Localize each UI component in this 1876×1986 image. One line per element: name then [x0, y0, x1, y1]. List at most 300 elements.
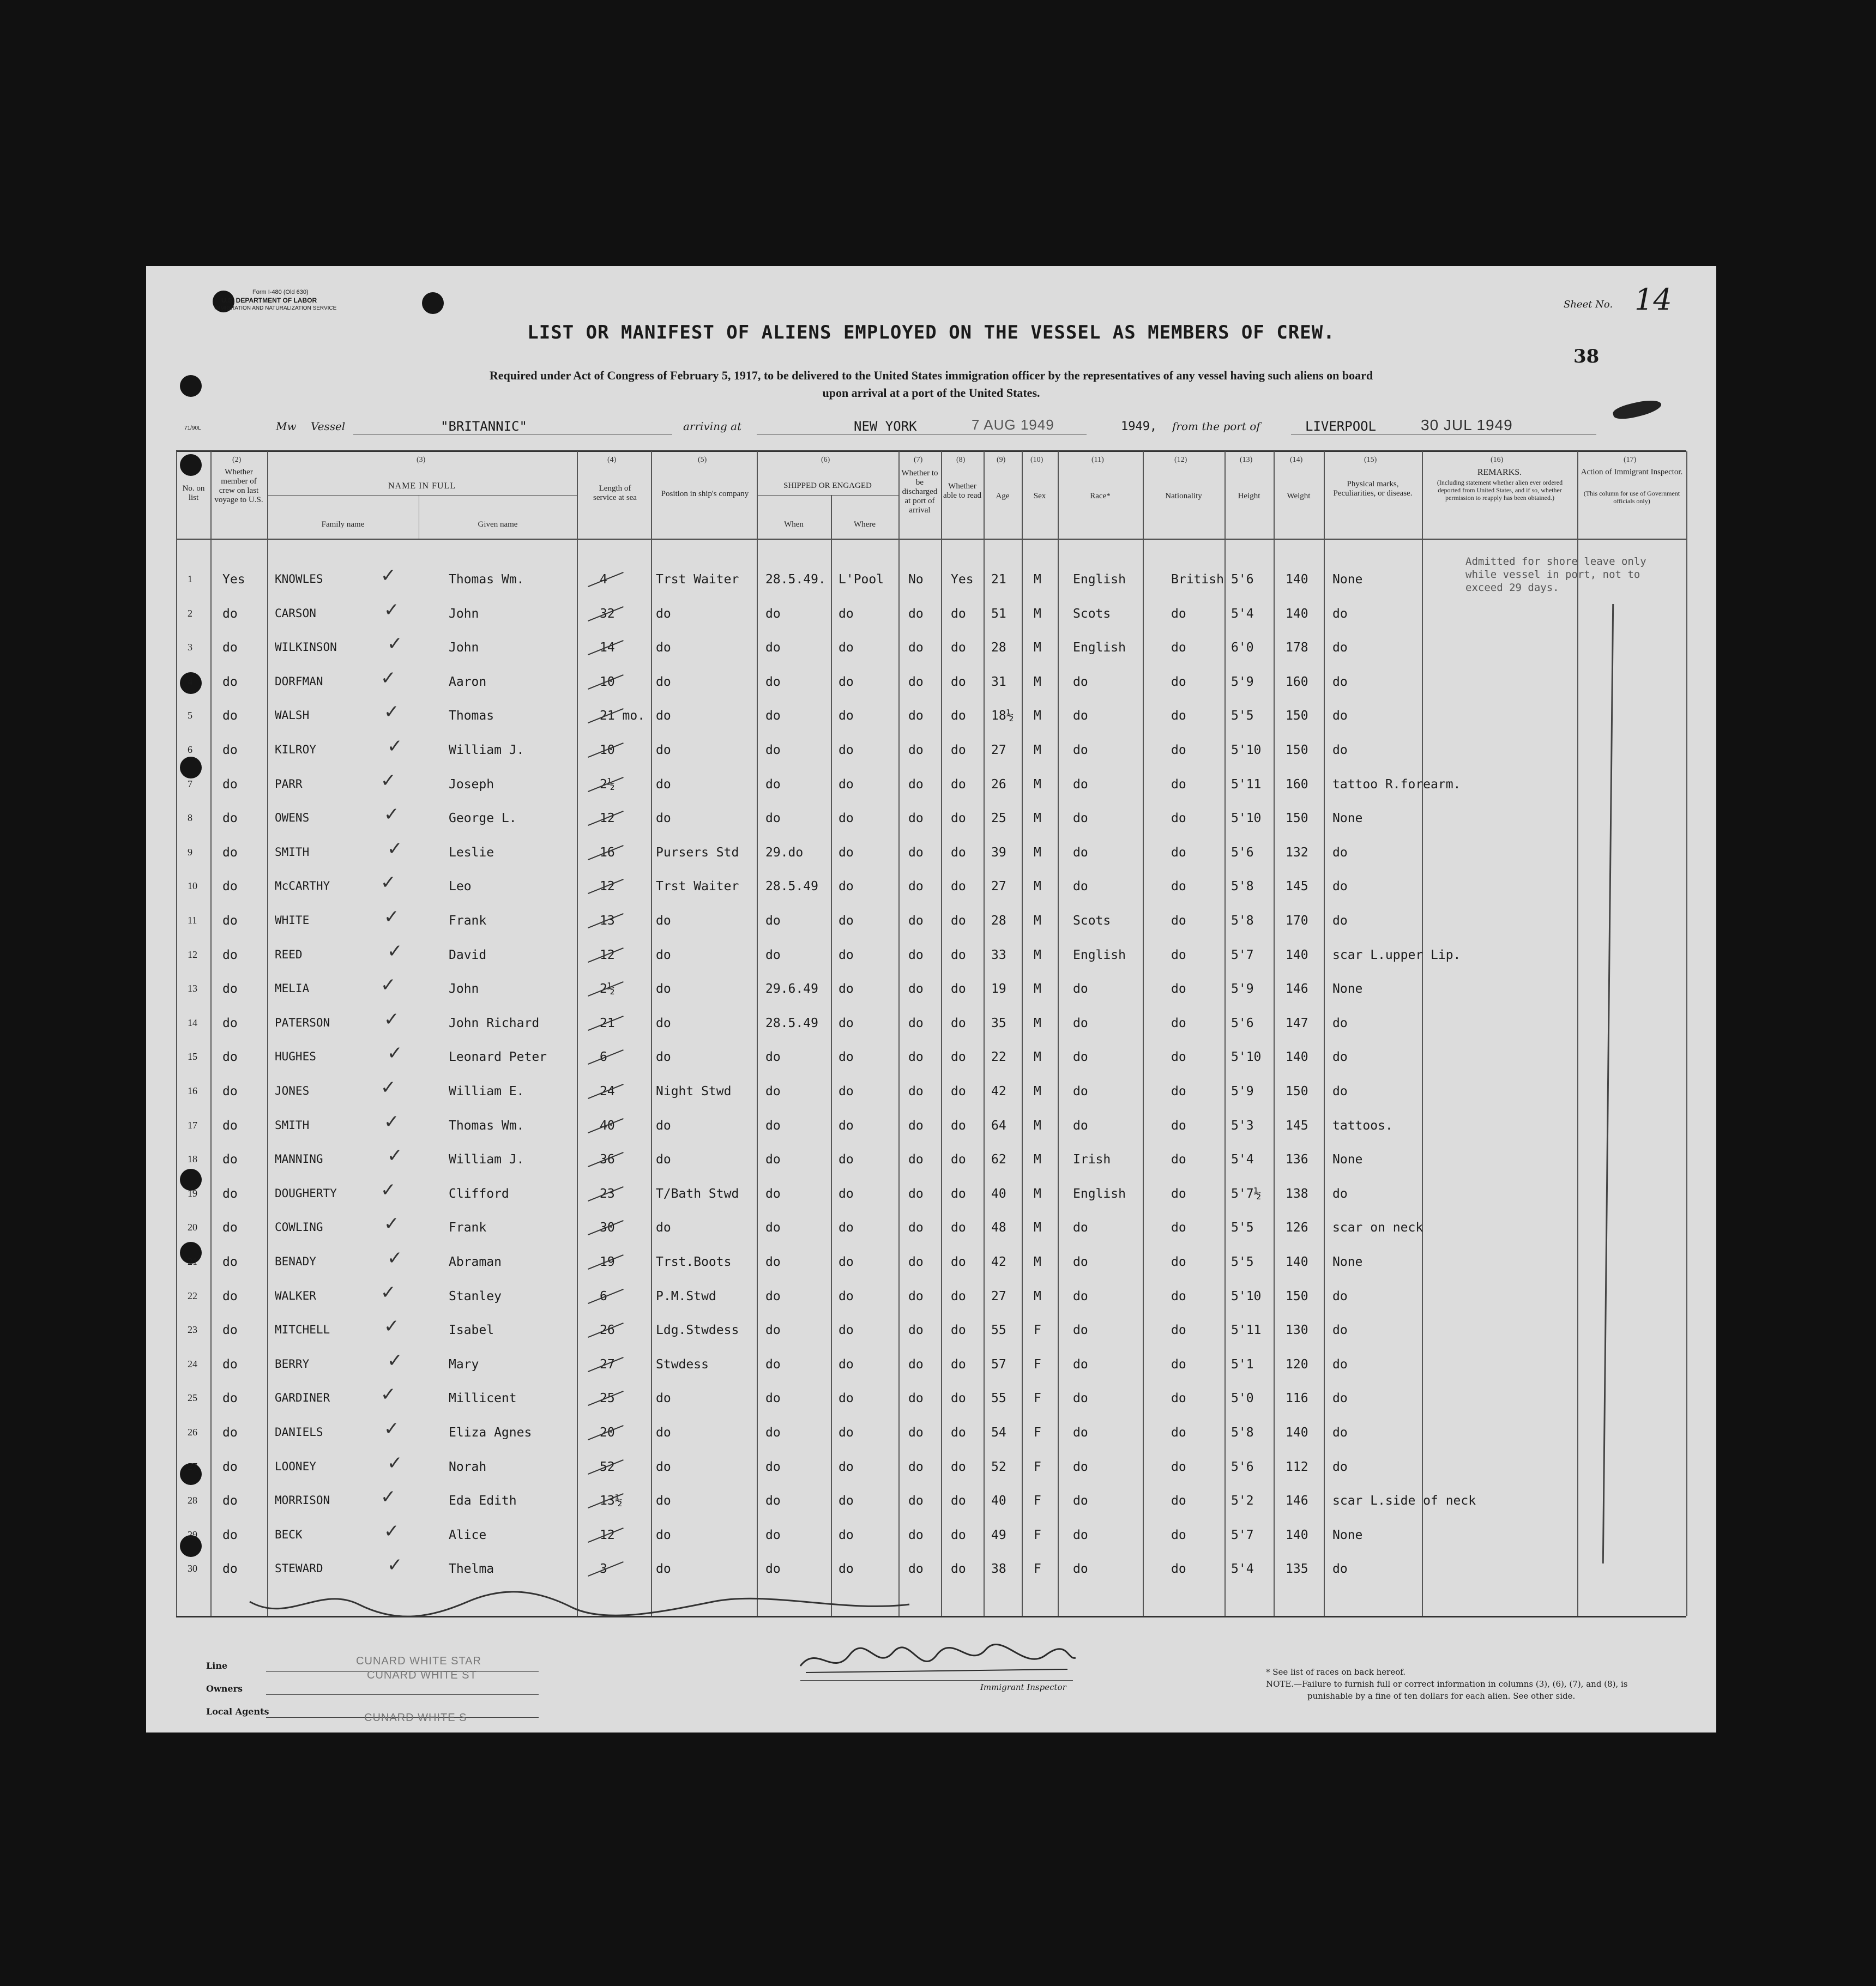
race-cell: do [1073, 1289, 1088, 1303]
check-mark-icon: ✓ [387, 735, 403, 757]
height-cell: 5'9 [1231, 675, 1254, 689]
shipped-when-cell: do [765, 1152, 781, 1167]
discharge-cell: do [908, 1323, 924, 1337]
shipped-when-cell: do [765, 1357, 781, 1372]
discharge-cell: do [908, 743, 924, 757]
discharge-cell: No [908, 572, 924, 587]
sex-cell: F [1034, 1426, 1041, 1440]
sex-cell: M [1034, 811, 1041, 825]
given-name-cell: Clifford [449, 1187, 509, 1201]
physical-marks-cell: do [1332, 1187, 1348, 1201]
position-cell: do [656, 1562, 671, 1576]
weight-cell: 130 [1286, 1323, 1308, 1337]
family-name-cell: STEWARD [275, 1562, 323, 1575]
check-mark-icon: ✓ [384, 804, 400, 825]
column-line [898, 451, 900, 1616]
position-cell: Ldg.Stwdess [656, 1323, 739, 1337]
service-length-cell: 32 [600, 607, 615, 621]
family-name-cell: DANIELS [275, 1426, 323, 1439]
row-number: 1 [188, 574, 192, 584]
family-name-cell: KNOWLES [275, 572, 323, 585]
sex-cell: M [1034, 709, 1041, 723]
given-name-cell: Norah [449, 1460, 487, 1474]
able-to-read-cell: do [951, 1426, 966, 1440]
able-to-read-cell: do [951, 914, 966, 928]
physical-marks-cell: do [1332, 709, 1348, 723]
row-number: 29 [188, 1529, 197, 1540]
family-name-cell: WALKER [275, 1289, 316, 1302]
shipped-when-cell: do [765, 1562, 781, 1576]
header-shipped-engaged: SHIPPED OR ENGAGED [783, 481, 872, 490]
position-cell: Night Stwd [656, 1084, 732, 1098]
shipped-subheader-rule [757, 495, 898, 496]
position-cell: P.M.Stwd [656, 1289, 716, 1303]
age-cell: 38 [991, 1562, 1006, 1576]
service-length-cell: 23 [600, 1187, 615, 1201]
able-to-read-cell: do [951, 1562, 966, 1576]
shipped-when-cell: do [765, 1187, 781, 1201]
physical-marks-cell: do [1332, 1289, 1348, 1303]
crew-member-cell: do [222, 607, 238, 621]
row-number: 22 [188, 1290, 197, 1301]
height-cell: 5'5 [1231, 709, 1254, 723]
shipped-when-cell: 29.6.49 [765, 982, 818, 996]
shipped-where-cell: do [839, 1391, 854, 1405]
shipped-where-cell: L'Pool [839, 572, 884, 587]
crew-member-cell: do [222, 1357, 238, 1372]
sex-cell: M [1034, 1289, 1041, 1303]
crew-member-cell: do [222, 914, 238, 928]
column-number: (11) [1091, 456, 1104, 464]
discharge-cell: do [908, 1289, 924, 1303]
service-length-cell: 10 [600, 675, 615, 689]
sheet-number: 14 [1634, 282, 1672, 317]
page-number: 38 [1573, 346, 1600, 367]
discharge-cell: do [908, 948, 924, 962]
service-length-cell: 36 [600, 1152, 615, 1167]
height-cell: 5'5 [1231, 1255, 1254, 1269]
weight-cell: 138 [1286, 1187, 1308, 1201]
weight-cell: 112 [1286, 1460, 1308, 1474]
column-number: (14) [1290, 456, 1303, 464]
crew-member-cell: do [222, 879, 238, 894]
header-race: Race* [1090, 492, 1111, 500]
position-cell: Trst.Boots [656, 1255, 732, 1269]
physical-marks-cell: scar L.side of neck [1332, 1494, 1476, 1508]
family-name-cell: SMITH [275, 846, 310, 859]
service-length-cell: 20 [600, 1426, 615, 1440]
service-length-cell: 3 [600, 1562, 607, 1576]
height-cell: 5'8 [1231, 1426, 1254, 1440]
crew-member-cell: do [222, 1152, 238, 1167]
crew-member-cell: do [222, 948, 238, 962]
shipped-when-cell: do [765, 1426, 781, 1440]
given-name-cell: Isabel [449, 1323, 494, 1337]
discharge-cell: do [908, 1391, 924, 1405]
weight-cell: 140 [1286, 607, 1308, 621]
crew-member-cell: do [222, 1016, 238, 1030]
race-cell: Scots [1073, 607, 1111, 621]
given-name-cell: Aaron [449, 675, 487, 689]
able-to-read-cell: do [951, 1221, 966, 1235]
manifest-title: LIST OR MANIFEST OF ALIENS EMPLOYED ON THE VESSEL AS MEMBERS OF CREW. [527, 322, 1335, 343]
crew-member-cell: Yes [222, 572, 245, 587]
discharge-cell: do [908, 1050, 924, 1064]
nationality-cell: do [1171, 1357, 1186, 1372]
nationality-cell: do [1171, 1255, 1186, 1269]
position-cell: do [656, 1426, 671, 1440]
manifest-sheet [146, 266, 1716, 1733]
row-number: 30 [188, 1563, 197, 1574]
row-number: 23 [188, 1324, 197, 1335]
discharge-cell: do [908, 675, 924, 689]
crew-member-cell: do [222, 1050, 238, 1064]
name-subheader-rule [267, 495, 577, 496]
service-length-cell: 2½ [600, 777, 615, 792]
shipped-when-cell: do [765, 1084, 781, 1098]
shipped-where-cell: do [839, 948, 854, 962]
header-discharged: Whether to be discharged at port of arrival [901, 469, 938, 515]
physical-marks-cell: None [1332, 1255, 1363, 1269]
given-name-cell: Millicent [449, 1391, 517, 1405]
service-length-cell: 6 [600, 1050, 607, 1064]
weight-cell: 116 [1286, 1391, 1308, 1405]
row-number: 8 [188, 812, 192, 823]
sex-cell: M [1034, 1050, 1041, 1064]
check-mark-icon: ✓ [384, 1315, 400, 1337]
sex-cell: F [1034, 1323, 1041, 1337]
position-cell: do [656, 948, 671, 962]
given-name-cell: Leo [449, 879, 472, 894]
race-cell: do [1073, 1357, 1088, 1372]
height-cell: 5'1 [1231, 1357, 1254, 1372]
punch-hole [180, 1169, 202, 1191]
able-to-read-cell: do [951, 1391, 966, 1405]
position-cell: do [656, 811, 671, 825]
shipped-where-cell: do [839, 1460, 854, 1474]
shipped-where-cell: do [839, 1050, 854, 1064]
family-name-cell: MANNING [275, 1152, 323, 1166]
race-cell: do [1073, 1528, 1088, 1542]
shipped-when-cell: do [765, 1528, 781, 1542]
sex-cell: M [1034, 914, 1041, 928]
shipped-where-cell: do [839, 982, 854, 996]
discharge-cell: do [908, 1426, 924, 1440]
shipped-where-cell: do [839, 709, 854, 723]
physical-marks-cell: None [1332, 982, 1363, 996]
nationality-cell: do [1171, 948, 1186, 962]
weight-cell: 160 [1286, 777, 1308, 792]
header-age: Age [996, 492, 1010, 500]
crew-member-cell: do [222, 1221, 238, 1235]
shipped-when-cell: do [765, 1119, 781, 1133]
column-number: (6) [821, 456, 830, 464]
shipped-when-cell: do [765, 675, 781, 689]
race-cell: do [1073, 1084, 1088, 1098]
height-cell: 6'0 [1231, 641, 1254, 655]
height-cell: 5'6 [1231, 846, 1254, 860]
crew-member-cell: do [222, 846, 238, 860]
sex-cell: M [1034, 572, 1041, 587]
weight-cell: 160 [1286, 675, 1308, 689]
service-length-cell: 26 [600, 1323, 615, 1337]
service-length-cell: 4 [600, 572, 607, 587]
physical-marks-cell: do [1332, 641, 1348, 655]
nationality-cell: do [1171, 1050, 1186, 1064]
given-name-cell: Alice [449, 1528, 487, 1542]
header-length-service: Length of service at sea [593, 484, 637, 502]
race-cell: Scots [1073, 914, 1111, 928]
check-mark-icon: ✓ [381, 1282, 396, 1303]
header-weight: Weight [1287, 492, 1311, 500]
sex-cell: M [1034, 607, 1041, 621]
column-line [577, 451, 578, 1616]
race-cell: do [1073, 879, 1088, 894]
age-cell: 49 [991, 1528, 1006, 1542]
given-name-cell: John Richard [449, 1016, 540, 1030]
column-line [651, 451, 652, 1616]
header-crew-member: Whether member of crew on last voyage to U.S. [214, 468, 263, 504]
side-code: 71/90L [184, 425, 201, 431]
shipped-when-cell: do [765, 1050, 781, 1064]
age-cell: 22 [991, 1050, 1006, 1064]
family-name-cell: COWLING [275, 1221, 323, 1234]
shipped-when-cell: do [765, 777, 781, 792]
crew-member-cell: do [222, 1528, 238, 1542]
given-name-cell: John [449, 641, 479, 655]
header-family-name: Family name [321, 520, 365, 529]
row-number: 26 [188, 1427, 197, 1438]
able-to-read-cell: do [951, 709, 966, 723]
given-name-cell: Joseph [449, 777, 494, 792]
crew-member-cell: do [222, 1323, 238, 1337]
table-header-rule [176, 539, 1686, 540]
able-to-read-cell: do [951, 607, 966, 621]
height-cell: 5'10 [1231, 811, 1262, 825]
weight-cell: 146 [1286, 1494, 1308, 1508]
column-line [1274, 451, 1275, 1616]
column-number: (10) [1030, 456, 1043, 464]
family-name-cell: MITCHELL [275, 1323, 330, 1336]
shipped-when-cell: do [765, 641, 781, 655]
owners-stamp: CUNARD WHITE ST [367, 1669, 477, 1681]
crew-member-cell: do [222, 1289, 238, 1303]
shipped-where-cell: do [839, 1562, 854, 1576]
footer-owners-label: Owners [206, 1683, 243, 1694]
column-number: (9) [997, 456, 1006, 464]
discharge-cell: do [908, 914, 924, 928]
column-line [267, 451, 268, 1616]
row-number: 27 [188, 1461, 197, 1472]
race-cell: do [1073, 982, 1088, 996]
able-to-read-cell: do [951, 1494, 966, 1508]
check-mark-icon: ✓ [384, 701, 400, 723]
shipped-where-cell: do [839, 1289, 854, 1303]
service-length-cell: 40 [600, 1119, 615, 1133]
crew-member-cell: do [222, 811, 238, 825]
service-length-cell: 16 [600, 846, 615, 860]
shipped-when-cell: do [765, 1460, 781, 1474]
given-name-cell: Mary [449, 1357, 479, 1372]
crew-member-cell: do [222, 743, 238, 757]
physical-marks-cell: do [1332, 1391, 1348, 1405]
age-cell: 62 [991, 1152, 1006, 1167]
height-cell: 5'9 [1231, 1084, 1254, 1098]
nationality-cell: do [1171, 743, 1186, 757]
physical-marks-cell: do [1332, 846, 1348, 860]
column-number: (17) [1624, 456, 1637, 464]
able-to-read-cell: do [951, 1357, 966, 1372]
race-cell: do [1073, 1426, 1088, 1440]
shipped-when-cell: do [765, 1391, 781, 1405]
row-number: 10 [188, 880, 197, 891]
position-cell: do [656, 914, 671, 928]
height-cell: 5'7 [1231, 948, 1254, 962]
race-cell: do [1073, 709, 1088, 723]
height-cell: 5'8 [1231, 914, 1254, 928]
year: 1949, [1121, 420, 1157, 433]
physical-marks-cell: do [1332, 1016, 1348, 1030]
position-cell: do [656, 1119, 671, 1133]
sex-cell: M [1034, 743, 1041, 757]
row-number: 24 [188, 1359, 197, 1369]
crew-member-cell: do [222, 709, 238, 723]
shipped-where-cell: do [839, 1494, 854, 1508]
age-cell: 27 [991, 879, 1006, 894]
nationality-cell: do [1171, 1391, 1186, 1405]
check-mark-icon: ✓ [384, 1111, 400, 1133]
physical-marks-cell: scar on neck [1332, 1221, 1423, 1235]
shipped-where-cell: do [839, 1255, 854, 1269]
physical-marks-cell: None [1332, 811, 1363, 825]
weight-cell: 140 [1286, 572, 1308, 587]
race-cell: do [1073, 1460, 1088, 1474]
service: IMMIGRATION AND NATURALIZATION SERVICE [214, 305, 337, 311]
physical-marks-cell: do [1332, 1426, 1348, 1440]
race-cell: Irish [1073, 1152, 1111, 1167]
nationality-cell: do [1171, 879, 1186, 894]
height-cell: 5'4 [1231, 1152, 1254, 1167]
check-mark-icon: ✓ [381, 1486, 396, 1508]
race-cell: English [1073, 948, 1126, 962]
shipped-where-cell: do [839, 879, 854, 894]
family-name-cell: SMITH [275, 1119, 310, 1132]
race-cell: do [1073, 1494, 1088, 1508]
position-cell: do [656, 675, 671, 689]
discharge-cell: do [908, 1016, 924, 1030]
shipped-when-cell: 28.5.49 [765, 1016, 818, 1030]
family-name-cell: LOONEY [275, 1460, 316, 1473]
physical-marks-cell: do [1332, 914, 1348, 928]
check-mark-icon: ✓ [381, 667, 396, 689]
physical-marks-cell: do [1332, 1460, 1348, 1474]
shipped-where-cell: do [839, 1152, 854, 1167]
signature-rule [800, 1680, 1073, 1681]
vessel-name: "BRITANNIC" [441, 419, 527, 434]
weight-cell: 145 [1286, 1119, 1308, 1133]
age-cell: 31 [991, 675, 1006, 689]
discharge-cell: do [908, 1528, 924, 1542]
shipped-where-cell: do [839, 1119, 854, 1133]
row-number: 21 [188, 1256, 197, 1267]
race-cell: do [1073, 1221, 1088, 1235]
sex-cell: M [1034, 1152, 1041, 1167]
age-cell: 35 [991, 1016, 1006, 1030]
height-cell: 5'11 [1231, 1323, 1262, 1337]
able-to-read-cell: do [951, 846, 966, 860]
sex-cell: M [1034, 1016, 1041, 1030]
column-number: (15) [1364, 456, 1377, 464]
weight-cell: 170 [1286, 914, 1308, 928]
row-number: 2 [188, 608, 192, 619]
family-name-cell: WHITE [275, 914, 310, 927]
service-length-cell: 21 [600, 1016, 615, 1030]
weight-cell: 147 [1286, 1016, 1308, 1030]
check-mark-icon: ✓ [384, 1418, 400, 1440]
position-cell: do [656, 607, 671, 621]
race-cell: English [1073, 1187, 1126, 1201]
race-cell: do [1073, 777, 1088, 792]
service-length-cell: 2½ [600, 982, 615, 996]
end-of-list-scribble [244, 1585, 953, 1623]
shore-leave-remark: Admitted for shore leave only while vessel in port, not to exceed 29 days. [1465, 556, 1646, 594]
check-mark-icon: ✓ [381, 1179, 396, 1201]
check-mark-icon: ✓ [387, 940, 403, 962]
weight-cell: 150 [1286, 811, 1308, 825]
position-cell: Trst Waiter [656, 572, 739, 587]
shipped-when-cell: do [765, 948, 781, 962]
family-name-cell: DORFMAN [275, 675, 323, 688]
race-cell: do [1073, 1050, 1088, 1064]
row-number: 4 [188, 676, 192, 687]
shipped-where-cell: do [839, 1187, 854, 1201]
weight-cell: 150 [1286, 1084, 1308, 1098]
given-name-cell: John [449, 982, 479, 996]
row-number: 6 [188, 744, 192, 755]
height-cell: 5'6 [1231, 1460, 1254, 1474]
nationality-cell: do [1171, 1016, 1186, 1030]
check-mark-icon: ✓ [387, 1452, 403, 1474]
sex-cell: M [1034, 1221, 1041, 1235]
agents-stamp: CUNARD WHITE S [364, 1712, 467, 1724]
age-cell: 28 [991, 914, 1006, 928]
age-cell: 21 [991, 572, 1006, 587]
check-mark-icon: ✓ [387, 633, 403, 655]
family-name-cell: DOUGHERTY [275, 1187, 337, 1200]
discharge-cell: do [908, 1562, 924, 1576]
able-to-read-cell: do [951, 1084, 966, 1098]
crew-member-cell: do [222, 1255, 238, 1269]
physical-marks-cell: None [1332, 1152, 1363, 1167]
shipped-when-cell: do [765, 1255, 781, 1269]
sex-cell: F [1034, 1562, 1041, 1576]
weight-cell: 140 [1286, 1426, 1308, 1440]
physical-marks-cell: do [1332, 1050, 1348, 1064]
given-name-cell: Thomas Wm. [449, 1119, 524, 1133]
physical-marks-cell: do [1332, 879, 1348, 894]
position-cell: do [656, 777, 671, 792]
service-length-cell: 30 [600, 1221, 615, 1235]
column-number: (8) [956, 456, 966, 464]
shipped-where-cell: do [839, 1016, 854, 1030]
nationality-cell: do [1171, 846, 1186, 860]
nationality-cell: do [1171, 641, 1186, 655]
shipped-when-cell: 29.do [765, 846, 804, 860]
penalty-note-1: NOTE.—Failure to furnish full or correct information in columns (3), (6), (7), and (8), is [1266, 1679, 1628, 1689]
row-number: 25 [188, 1392, 197, 1403]
race-cell: do [1073, 846, 1088, 860]
given-name-cell: Eda Edith [449, 1494, 517, 1508]
